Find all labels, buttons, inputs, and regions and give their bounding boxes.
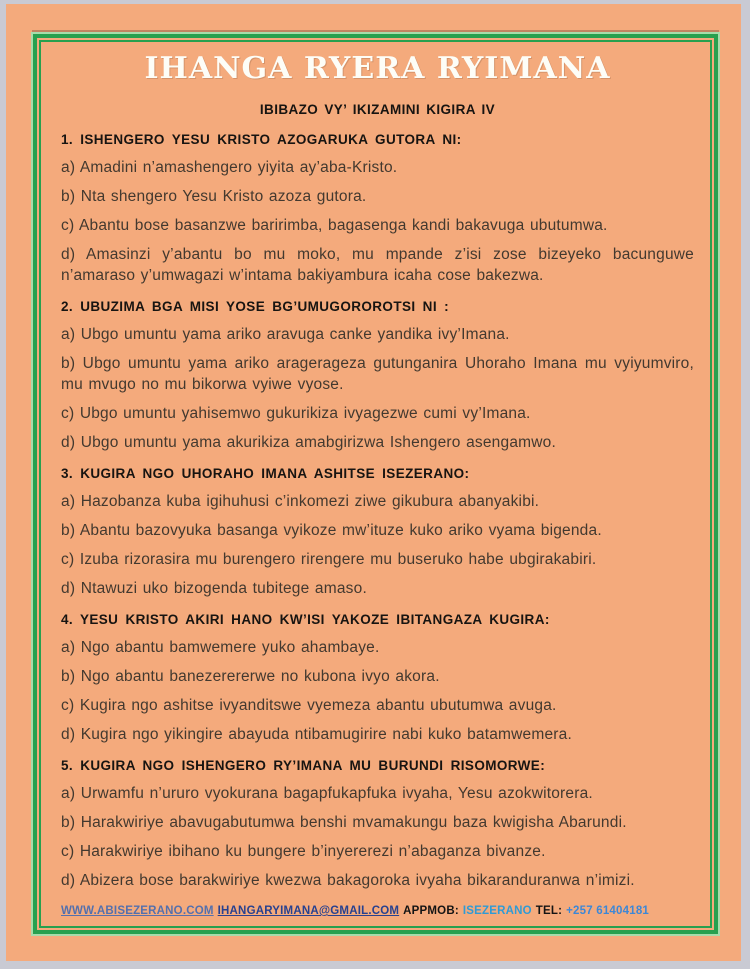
document-content <box>41 42 710 919</box>
appmob-value: ISEZERANO <box>462 905 532 917</box>
question-header: 4. YESU KRISTO AKIRI HANO KW’ISI YAKOZE IBITANGAZA KUGIRA: <box>61 612 550 627</box>
question-header: 5. KUGIRA NGO ISHENGERO RY’IMANA MU BURUNDI RISOMORWE: <box>61 758 546 773</box>
option: a) Ubgo umuntu yama ariko aravuga canke yandika ivy’Imana. <box>61 326 510 343</box>
option: b) Ngo abantu banezerererwe no kubona ivyo akora. <box>61 668 440 685</box>
document-title: IHANGA RYERA RYIMANA <box>144 51 611 86</box>
tel-number: +257 61404181 <box>566 905 650 917</box>
question-block <box>61 297 694 453</box>
option: b) Harakwiriye abavugabutumwa benshi mvamakungu baza kwigisha Abarundi. <box>61 814 627 831</box>
question-header: 3. KUGIRA NGO UHORAHO IMANA ASHITSE ISEZERANO: <box>61 466 470 481</box>
option: a) Urwamfu n’ururo vyokurana bagapfukapfuka ivyaha, Yesu azokwitorera. <box>61 785 593 802</box>
email-link[interactable]: IHANGARYIMANA@GMAIL.COM <box>217 905 400 917</box>
website-link[interactable]: WWW.ABISEZERANO.COM <box>61 905 214 917</box>
question-block <box>61 464 694 599</box>
question-header: 1. ISHENGERO YESU KRISTO AZOGARUKA GUTORA NI: <box>61 132 462 147</box>
decorative-green-frame-inner <box>39 40 712 928</box>
option: c) Ubgo umuntu yahisemwo gukurikiza ivyagezwe cumi vy’Imana. <box>61 405 531 422</box>
document-page <box>6 4 741 961</box>
option: c) Harakwiriye ibihano ku bungere b’inyererezi n’abaganza bivanze. <box>61 843 546 860</box>
decorative-green-frame <box>33 34 718 934</box>
question-block <box>61 610 694 745</box>
document-subtitle: IBIBAZO VY’ IKIZAMINI KIGIRA IV <box>259 102 496 117</box>
option: b) Nta shengero Yesu Kristo azoza gutora. <box>61 188 367 205</box>
question-header: 2. UBUZIMA BGA MISI YOSE BG’UMUGOROROTSI NI : <box>61 299 450 314</box>
tel-label: TEL: <box>535 905 563 917</box>
option: a) Hazobanza kuba igihuhusi c’inkomezi ziwe gikubura abanyakibi. <box>61 493 540 510</box>
option: d) Ntawuzi uko bizogenda tubitege amaso. <box>61 580 367 597</box>
option: c) Izuba rizorasira mu burengero rirengere mu buseruko habe ubgirakabiri. <box>61 551 597 568</box>
option: b) Abantu bazovyuka basanga vyikoze mw’ituze kuko ariko vyama bigenda. <box>61 522 602 539</box>
option: b) Ubgo umuntu yama ariko aragerageza gutunganira Uhoraho Imana mu vyiyumviro, mu mvugo no mu bikorwa vyiwe vyose. <box>61 355 694 393</box>
option: a) Ngo abantu bamwemere yuko ahambaye. <box>61 639 380 656</box>
question-block <box>61 130 694 286</box>
option: c) Abantu bose basanzwe baririmba, bagasenga kandi bakavuga ubutumwa. <box>61 217 608 234</box>
option: c) Kugira ngo ashitse ivyanditswe vyemeza abantu ubutumwa avuga. <box>61 697 557 714</box>
option: d) Abizera bose barakwiriye kwezwa bakagoroka ivyaha bikaranduranwa n’imizi. <box>61 872 635 889</box>
question-block <box>61 756 694 891</box>
option: d) Kugira ngo yikingire abayuda ntibamugirire nabi kuko batamwemera. <box>61 726 572 743</box>
option: d) Ubgo umuntu yama akurikiza amabgirizwa Ishengero asengamwo. <box>61 434 556 451</box>
option: a) Amadini n’amashengero yiyita ay’aba-Kristo. <box>61 159 398 176</box>
option: d) Amasinzi y’abantu bo mu moko, mu mpande z’isi zose bizeyeko bacunguwe n’amaraso y’umwagazi w’intama bakiyambura icaha cose bakezwa. <box>61 246 694 284</box>
appmob-label: APPMOB: <box>403 905 459 917</box>
document-footer <box>61 904 694 919</box>
